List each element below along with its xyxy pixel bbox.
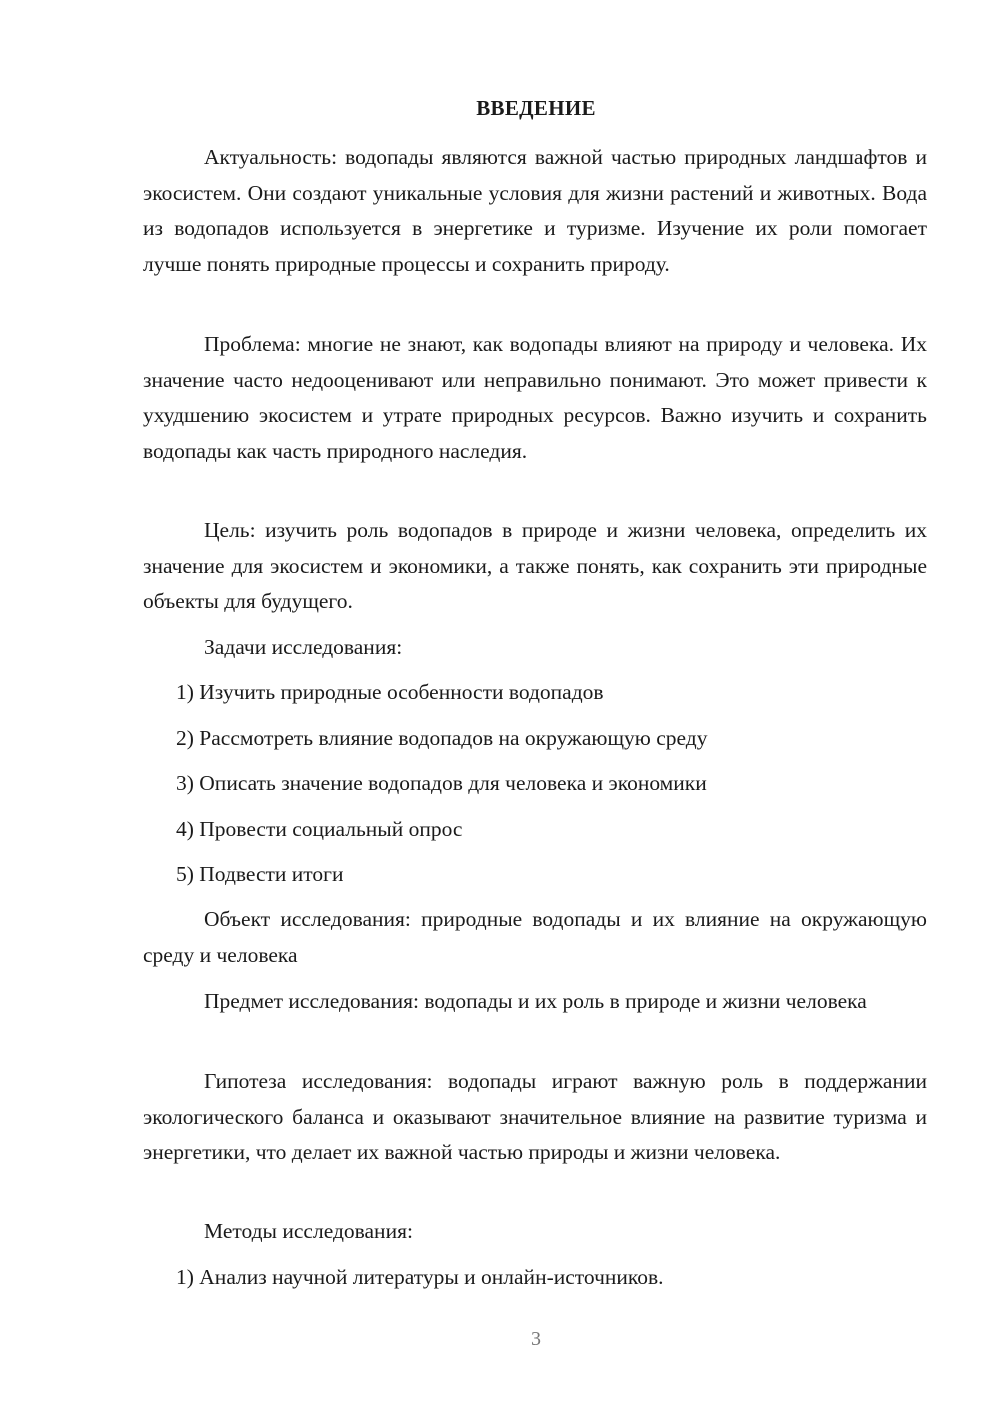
task-item: 3) Описать значение водопадов для человека и экономики [176,771,707,795]
page-number: 3 [531,1328,541,1350]
method-item: 1) Анализ научной литературы и онлайн-источников. [176,1265,664,1289]
task-item: 5) Подвести итоги [176,862,344,886]
task-item: 1) Изучить природные особенности водопадов [176,680,604,704]
paragraph-subject: Предмет исследования: водопады и их роль в природе и жизни человека [204,989,867,1013]
paragraph-problem: Проблема: многие не знают, как водопады влияют на природу и человека. Их значение часто недооценивают или неправильно понимают. Это может привести к ухудшению экосистем и утрате природных ресурсов. Важно изучить и сохранить водопады как часть природного наследия. [143,332,927,463]
task-item: 4) Провести социальный опрос [176,817,463,841]
paragraph-hypothesis: Гипотеза исследования: водопады играют важную роль в поддержании экологического баланса и оказывают значительное влияние на развитие туризма и энергетики, что делает их важной частью природы и жизни человека. [143,1069,927,1164]
paragraph-goal: Цель: изучить роль водопадов в природе и жизни человека, определить их значение для экосистем и экономики, а также понять, как сохранить эти природные объекты для будущего. [143,518,927,613]
tasks-heading: Задачи исследования: [204,635,403,659]
task-item: 2) Рассмотреть влияние водопадов на окружающую среду [176,726,708,750]
section-heading: ВВЕДЕНИЕ [476,96,596,120]
paragraph-object: Объект исследования: природные водопады и их влияние на окружающую среду и человека [143,907,927,967]
methods-heading: Методы исследования: [204,1219,413,1243]
paragraph-relevance: Актуальность: водопады являются важной частью природных ландшафтов и экосистем. Они создают уникальные условия для жизни растений и животных. Вода из водопадов используется в энергетике и туризме. Изучение их роли помогает лучше понять природные процессы и сохранить природу. [143,145,927,276]
